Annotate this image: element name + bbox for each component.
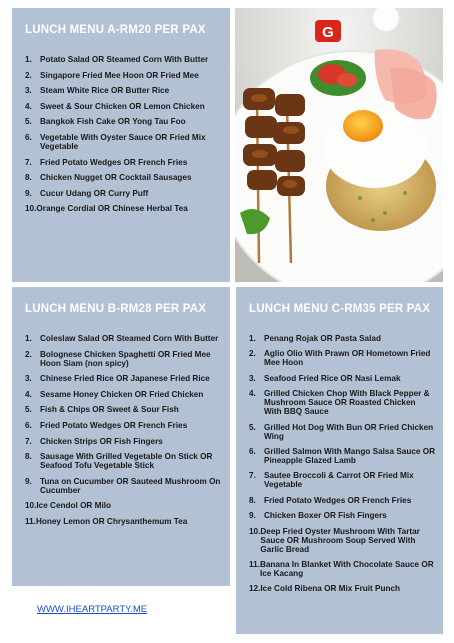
menu-item bbox=[249, 496, 435, 505]
menu-item bbox=[25, 501, 222, 510]
menu-item-number: 8. bbox=[25, 173, 32, 183]
menu-item bbox=[25, 350, 222, 368]
menu-item-number: 7. bbox=[25, 436, 32, 446]
menu-item bbox=[249, 584, 435, 593]
menu-item-text: Seafood Fried Rice OR Nasi Lemak bbox=[264, 373, 401, 383]
menu-item-text: Honey Lemon OR Chrysanthemum Tea bbox=[35, 516, 188, 526]
menu-item bbox=[25, 189, 222, 198]
lunch-menu-c-panel bbox=[236, 287, 443, 634]
menu-item bbox=[249, 560, 435, 578]
lunch-menu-b-panel bbox=[12, 287, 230, 586]
menu-item-number: 9. bbox=[25, 188, 32, 198]
website-link[interactable]: WWW.IHEARTPARTY.ME bbox=[37, 604, 148, 615]
menu-item-text: Cucur Udang OR Curry Puff bbox=[40, 188, 149, 198]
menu-item-text: Singapore Fried Mee Hoon OR Fried Mee bbox=[40, 70, 199, 80]
menu-item bbox=[25, 437, 222, 446]
menu-item bbox=[25, 158, 222, 167]
menu-item bbox=[249, 447, 435, 465]
menu-item-text: Sweet & Sour Chicken OR Lemon Chicken bbox=[40, 101, 205, 111]
menu-item-text: Vegetable With Oyster Sauce OR Fried Mix Vegetable bbox=[40, 132, 206, 151]
menu-item bbox=[25, 390, 222, 399]
lunch-menu-a-title: LUNCH MENU A-RM20 PER PAX bbox=[25, 24, 206, 36]
menu-item-text: Chicken Nugget OR Cocktail Sausages bbox=[40, 173, 192, 183]
menu-item bbox=[249, 374, 435, 383]
menu-item-text: Fried Potato Wedges OR French Fries bbox=[40, 157, 188, 167]
lunch-menu-c-title: LUNCH MENU C-RM35 PER PAX bbox=[249, 303, 431, 315]
menu-item-number: 8. bbox=[25, 452, 32, 462]
menu-item bbox=[249, 389, 435, 416]
menu-item bbox=[25, 55, 222, 64]
lunch-menu-a-list bbox=[25, 55, 222, 213]
menu-item-number: 11. bbox=[25, 516, 36, 526]
menu-item bbox=[25, 102, 222, 111]
menu-item-text: Sautee Broccoli & Carrot OR Fried Mix Vegetable bbox=[264, 471, 414, 490]
menu-item-text: Grilled Salmon With Mango Salsa Sauce OR Pineapple Glazed Lamb bbox=[264, 446, 435, 465]
menu-item bbox=[25, 452, 222, 470]
menu-item-number: 8. bbox=[249, 495, 256, 505]
menu-item-text: Ice Cold Ribena OR Mix Fruit Punch bbox=[260, 584, 401, 594]
lunch-menu-b-title: LUNCH MENU B-RM28 PER PAX bbox=[25, 303, 207, 315]
food-plate-photo bbox=[235, 8, 443, 282]
menu-item bbox=[25, 117, 222, 126]
menu-item bbox=[249, 511, 435, 520]
menu-item-number: 5. bbox=[25, 405, 32, 415]
menu-item-text: Aglio Olio With Prawn OR Hometown Fried Mee Hoon bbox=[264, 349, 431, 368]
food-plate-illustration bbox=[235, 8, 443, 282]
menu-item-text: Chicken Strips OR Fish Fingers bbox=[40, 436, 163, 446]
menu-item-text: Grilled Hot Dog With Bun OR Fried Chicken Wing bbox=[264, 422, 434, 441]
menu-item-number: 6. bbox=[25, 132, 32, 142]
menu-item-number: 7. bbox=[249, 471, 256, 481]
menu-item-number: 1. bbox=[25, 55, 32, 64]
menu-item-number: 9. bbox=[249, 511, 256, 521]
menu-item-text: Potato Salad OR Steamed Corn With Butter bbox=[40, 55, 209, 64]
menu-item bbox=[25, 405, 222, 414]
menu-item bbox=[249, 527, 435, 554]
menu-item-text: Tuna on Cucumber OR Sauteed Mushroom On Cucumber bbox=[40, 476, 221, 495]
menu-item bbox=[25, 421, 222, 430]
menu-item bbox=[25, 374, 222, 383]
menu-item-text: Chicken Boxer OR Fish Fingers bbox=[264, 511, 387, 521]
menu-item-text: Bolognese Chicken Spaghetti OR Fried Mee Hoon Siam (non spicy) bbox=[40, 349, 211, 368]
lunch-menu-b-list bbox=[25, 334, 222, 526]
menu-item-number: 10. bbox=[25, 204, 37, 214]
lunch-menu-a-panel bbox=[12, 8, 230, 282]
menu-item-text: Banana In Blanket With Chocolate Sauce OR Ice Kacang bbox=[259, 559, 434, 578]
menu-item-number: 3. bbox=[25, 86, 32, 96]
menu-item-number: 1. bbox=[249, 334, 256, 343]
menu-item-number: 10. bbox=[249, 526, 261, 536]
menu-item-number: 2. bbox=[25, 70, 32, 80]
menu-item-text: Penang Rojak OR Pasta Salad bbox=[264, 334, 381, 343]
menu-item bbox=[25, 517, 222, 526]
menu-item-text: Fried Potato Wedges OR French Fries bbox=[264, 495, 412, 505]
menu-item-text: Sausage With Grilled Vegetable On Stick OR Seafood Tofu Vegetable Stick bbox=[40, 452, 213, 471]
menu-item-number: 4. bbox=[25, 101, 32, 111]
menu-item bbox=[249, 349, 435, 367]
menu-item-number: 6. bbox=[25, 420, 32, 430]
menu-item-text: Fried Potato Wedges OR French Fries bbox=[40, 420, 188, 430]
menu-item-text: Chinese Fried Rice OR Japanese Fried Rice bbox=[40, 374, 210, 384]
menu-item-text: Orange Cordial OR Chinese Herbal Tea bbox=[36, 204, 188, 214]
menu-item-number: 2. bbox=[249, 349, 256, 359]
menu-item bbox=[25, 133, 222, 151]
menu-item-text: Bangkok Fish Cake OR Yong Tau Foo bbox=[40, 117, 186, 127]
menu-item-text: Grilled Chicken Chop With Black Pepper & Mushroom Sauce OR Roasted Chicken With BBQ Sauce bbox=[264, 389, 430, 417]
menu-item bbox=[249, 471, 435, 489]
menu-item-text: Coleslaw Salad OR Steamed Corn With Butter bbox=[40, 334, 219, 343]
brand-logo: G bbox=[322, 24, 334, 41]
menu-item-number: 9. bbox=[25, 476, 32, 486]
menu-item-text: Fish & Chips OR Sweet & Sour Fish bbox=[40, 405, 179, 415]
menu-item-number: 2. bbox=[25, 349, 32, 359]
menu-item-text: Deep Fried Oyster Mushroom With Tartar Sauce OR Mushroom Soup Served With Garlic Bread bbox=[260, 526, 420, 554]
menu-item bbox=[25, 334, 222, 343]
lunch-menu-c-list bbox=[249, 334, 435, 593]
menu-item-number: 11. bbox=[249, 559, 260, 569]
menu-item-number: 1. bbox=[25, 334, 32, 343]
menu-item bbox=[25, 477, 222, 495]
menu-item bbox=[25, 86, 222, 95]
menu-item bbox=[25, 71, 222, 80]
menu-item-text: Steam White Rice OR Butter Rice bbox=[40, 86, 170, 96]
menu-item-number: 5. bbox=[25, 117, 32, 127]
menu-item-number: 6. bbox=[249, 446, 256, 456]
menu-item-text: Sesame Honey Chicken OR Fried Chicken bbox=[40, 389, 204, 399]
menu-item-text: Ice Cendol OR Milo bbox=[36, 501, 111, 511]
menu-item-number: 3. bbox=[249, 373, 256, 383]
menu-item-number: 4. bbox=[25, 389, 32, 399]
menu-item bbox=[25, 173, 222, 182]
menu-item-number: 5. bbox=[249, 422, 256, 432]
menu-item bbox=[249, 334, 435, 343]
menu-item-number: 3. bbox=[25, 374, 32, 384]
menu-item-number: 7. bbox=[25, 157, 32, 167]
menu-item-number: 4. bbox=[249, 389, 256, 399]
menu-item-number: 10. bbox=[25, 501, 37, 511]
menu-item bbox=[25, 204, 222, 213]
menu-item bbox=[249, 423, 435, 441]
menu-item-number: 12. bbox=[249, 584, 261, 594]
